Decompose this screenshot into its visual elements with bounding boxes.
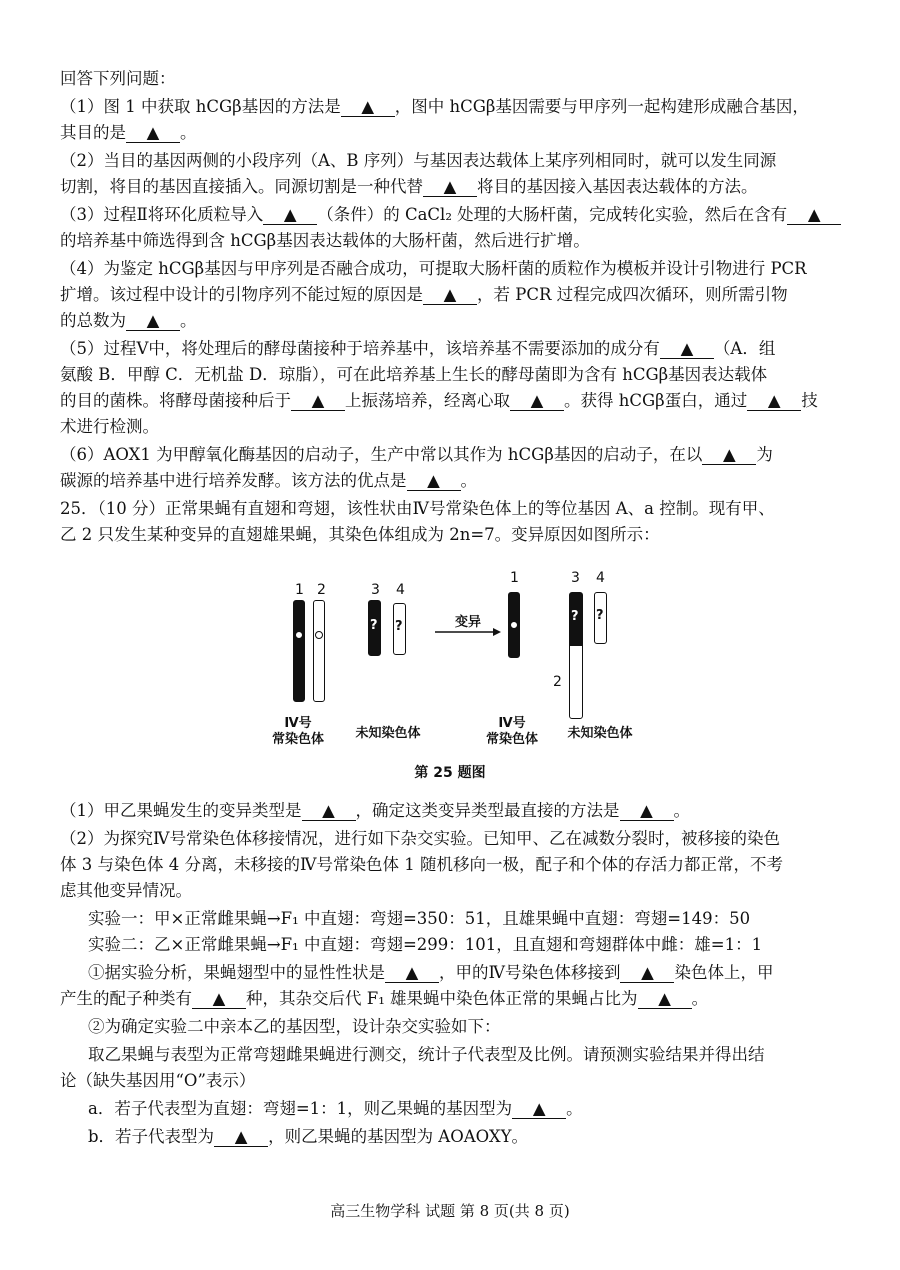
text-segment: 取乙果蝇与表型为正常弯翅雌果蝇进行测交，统计子代表型及比例。请预测实验结果并得出结 — [88, 1045, 765, 1064]
text-segment: （6）AOX1 为甲醇氧化酶基因的启动子，生产中常以其作为 hCGβ基因的启动子，在以 — [60, 445, 703, 464]
answer-blank: ▲ — [620, 802, 674, 821]
answer-blank: ▲ — [126, 124, 180, 143]
mutation-arrow-icon — [433, 626, 503, 638]
chromosome-2-fragment — [569, 645, 583, 719]
answer-blank: ▲ — [214, 1128, 268, 1147]
text-segment: 为 — [756, 445, 773, 464]
text-line — [60, 284, 860, 306]
text-line — [60, 150, 860, 172]
chromosome-4 — [594, 592, 607, 644]
centromere-dot — [510, 621, 518, 629]
text-line — [60, 364, 860, 386]
text-segment: b．若子代表型为 — [88, 1127, 215, 1146]
text-segment: ，图中 hCGβ基因需要与甲序列一起构建形成融合基因， — [394, 97, 809, 116]
text-line — [60, 68, 860, 90]
text-line — [60, 988, 860, 1010]
text-segment: 氨酸 B．甲醇 C．无机盐 D．琼脂），可在此培养基上生长的酵母菌即为含有 hCGβ基因表达载体 — [60, 365, 768, 384]
text-segment: 染色体上，甲 — [674, 963, 774, 982]
text-segment: ，则乙果蝇的基因型为 AOAOXY。 — [268, 1127, 529, 1146]
answer-blank: ▲ — [702, 446, 756, 465]
chromosome-2 — [313, 600, 325, 702]
text-line — [60, 176, 860, 198]
answer-blank: ▲ — [341, 98, 395, 117]
text-segment: 。 — [460, 471, 477, 490]
label-unknown-chromosome: 未知染色体 — [355, 726, 421, 741]
text-line — [60, 310, 860, 332]
page-footer: 高三生物学科 试题 第 8 页(共 8 页) — [330, 1202, 570, 1220]
text-line — [60, 122, 860, 144]
text-segment: 25．（10 分）正常果蝇有直翅和弯翅，该性状由Ⅳ号常染色体上的等位基因 A、a 控制。现有甲、 — [60, 499, 775, 518]
answer-blank: ▲ — [660, 340, 714, 359]
answer-blank: ▲ — [385, 964, 439, 983]
answer-blank: ▲ — [638, 990, 692, 1009]
answer-blank: ▲ — [263, 206, 317, 225]
question-mark: ? — [571, 609, 579, 624]
chromosome-number-4: 4 — [596, 570, 605, 586]
text-segment: 技 — [801, 391, 818, 410]
answer-blank: ▲ — [291, 392, 345, 411]
text-segment: 种，其杂交后代 F₁ 雄果蝇中染色体正常的果蝇占比为 — [246, 989, 638, 1008]
text-line — [60, 338, 860, 360]
text-segment: （1）图 1 中获取 hCGβ基因的方法是 — [60, 97, 341, 116]
text-segment: ②为确定实验二中亲本乙的基因型，设计杂交实验如下： — [88, 1017, 501, 1036]
text-segment: ①据实验分析，果蝇翅型中的显性性状是 — [88, 963, 385, 982]
question-mark: ? — [395, 619, 403, 634]
text-segment: （A．组 — [713, 339, 776, 358]
text-segment: 。获得 hCGβ蛋白，通过 — [564, 391, 748, 410]
text-line — [88, 934, 888, 956]
text-line — [88, 962, 888, 984]
chromosome-number-3: 3 — [571, 570, 580, 586]
text-line — [60, 800, 860, 822]
text-line — [88, 1016, 888, 1038]
text-segment: （1）甲乙果蝇发生的变异类型是 — [60, 801, 302, 820]
text-segment: 产生的配子种类有 — [60, 989, 192, 1008]
text-line — [60, 230, 860, 252]
text-segment: 上振荡培养，经离心取 — [345, 391, 510, 410]
text-segment: ，若 PCR 过程完成四次循环，则所需引物 — [477, 285, 788, 304]
chromosome-number-3: 3 — [371, 582, 380, 598]
text-segment: 其目的是 — [60, 123, 126, 142]
chromosome-4 — [393, 603, 406, 655]
text-line — [60, 96, 860, 118]
text-line — [60, 416, 860, 438]
answer-blank: ▲ — [620, 964, 674, 983]
answer-blank: ▲ — [407, 472, 461, 491]
answer-blank: ▲ — [302, 802, 356, 821]
chromosome-3 — [368, 600, 381, 656]
answer-blank: ▲ — [510, 392, 564, 411]
text-line — [88, 1126, 888, 1148]
figure-caption: 第 25 题图 — [414, 765, 486, 781]
text-line — [60, 470, 860, 492]
centromere-dot — [295, 631, 303, 639]
text-segment: 术进行检测。 — [60, 417, 159, 436]
chromosome-1 — [293, 600, 305, 702]
text-segment: 实验一：甲×正常雌果蝇→F₁ 中直翅：弯翅=350：51，且雄果蝇中直翅：弯翅=149：50 — [88, 909, 751, 928]
chromosome-number-1: 1 — [510, 570, 519, 586]
text-segment: 碳源的培养基中进行培养发酵。该方法的优点是 — [60, 471, 407, 490]
label-unknown-chromosome: 未知染色体 — [567, 726, 633, 741]
answer-blank: ▲ — [423, 286, 477, 305]
text-segment: （2）当目的基因两侧的小段序列（A、B 序列）与基因表达载体上某序列相同时，就可以发生同源 — [60, 151, 777, 170]
answer-blank: ▲ — [192, 990, 246, 1009]
chromosome-number-2: 2 — [317, 582, 326, 598]
answer-blank: ▲ — [126, 312, 180, 331]
text-segment: 虑其他变异情况。 — [60, 881, 192, 900]
text-segment: 。 — [180, 123, 197, 142]
label-iv-autosome: Ⅳ号 常染色体 — [271, 716, 324, 747]
chromosome-number-4: 4 — [396, 582, 405, 598]
text-line — [60, 880, 860, 902]
text-segment: （条件）的 CaCl₂ 处理的大肠杆菌，完成转化实验，然后在含有 — [317, 205, 788, 224]
text-line — [60, 854, 860, 876]
arrow-label: 变异 — [454, 615, 481, 630]
text-segment: ，确定这类变异类型最直接的方法是 — [355, 801, 620, 820]
text-segment: 的目的菌株。将酵母菌接种后于 — [60, 391, 291, 410]
text-line — [60, 1070, 860, 1092]
text-segment: 。 — [180, 311, 197, 330]
text-segment: 扩增。该过程中设计的引物序列不能过短的原因是 — [60, 285, 423, 304]
chromosome-number-1: 1 — [295, 582, 304, 598]
text-segment: 。 — [566, 1099, 583, 1118]
text-segment: （4）为鉴定 hCGβ基因与甲序列是否融合成功，可提取大肠杆菌的质粒作为模板并设计引物进行 PCR — [60, 259, 807, 278]
text-line — [60, 828, 860, 850]
text-segment: a．若子代表型为直翅：弯翅=1：1，则乙果蝇的基因型为 — [88, 1099, 513, 1118]
text-segment: 体 3 与染色体 4 分离，未移接的Ⅳ号常染色体 1 随机移向一极，配子和个体的存活力都正常，不考 — [60, 855, 783, 874]
text-line — [88, 1044, 888, 1066]
question-mark: ? — [370, 618, 378, 633]
answer-blank: ▲ — [423, 178, 477, 197]
text-segment: 的培养基中筛选得到含 hCGβ基因表达载体的大肠杆菌，然后进行扩增。 — [60, 231, 590, 250]
text-line — [88, 908, 888, 930]
text-line — [60, 204, 860, 226]
chromosome-3-translocated — [569, 592, 583, 646]
chromosome-number-2: 2 — [553, 674, 562, 690]
text-line — [60, 258, 860, 280]
answer-blank: ▲ — [787, 206, 841, 225]
text-segment: 的总数为 — [60, 311, 126, 330]
text-segment: 。 — [673, 801, 690, 820]
text-line — [60, 444, 860, 466]
text-segment: 回答下列问题： — [60, 69, 176, 88]
text-segment: 论（缺失基因用“O”表示） — [60, 1071, 256, 1090]
answer-blank: ▲ — [747, 392, 801, 411]
centromere-dot — [315, 631, 323, 639]
text-line — [88, 1098, 888, 1120]
text-segment: 。 — [691, 989, 709, 1008]
text-line — [60, 390, 860, 412]
chromosome-1 — [508, 592, 520, 658]
text-segment: 将目的基因接入基因表达载体的方法。 — [477, 177, 758, 196]
text-segment: 乙 2 只发生某种变异的直翅雄果蝇，其染色体组成为 2n=7。变异原因如图所示： — [60, 525, 660, 544]
question-mark: ? — [596, 608, 604, 623]
text-segment: （5）过程Ⅴ中，将处理后的酵母菌接种于培养基中，该培养基不需要添加的成分有 — [60, 339, 660, 358]
text-segment: ，甲的Ⅳ号染色体移接到 — [439, 963, 621, 982]
text-segment: 实验二：乙×正常雌果蝇→F₁ 中直翅：弯翅=299：101，且直翅和弯翅群体中雌：雄=1：1 — [88, 935, 763, 954]
text-line — [60, 524, 860, 546]
text-line — [60, 498, 860, 520]
label-iv-autosome: Ⅳ号 常染色体 — [485, 716, 538, 747]
text-segment: （2）为探究Ⅳ号常染色体移接情况，进行如下杂交实验。已知甲、乙在减数分裂时，被移接的染色 — [60, 829, 780, 848]
text-segment: 切割，将目的基因直接插入。同源切割是一种代替 — [60, 177, 423, 196]
answer-blank: ▲ — [512, 1100, 566, 1119]
text-segment: （3）过程Ⅱ将环化质粒导入 — [60, 205, 264, 224]
